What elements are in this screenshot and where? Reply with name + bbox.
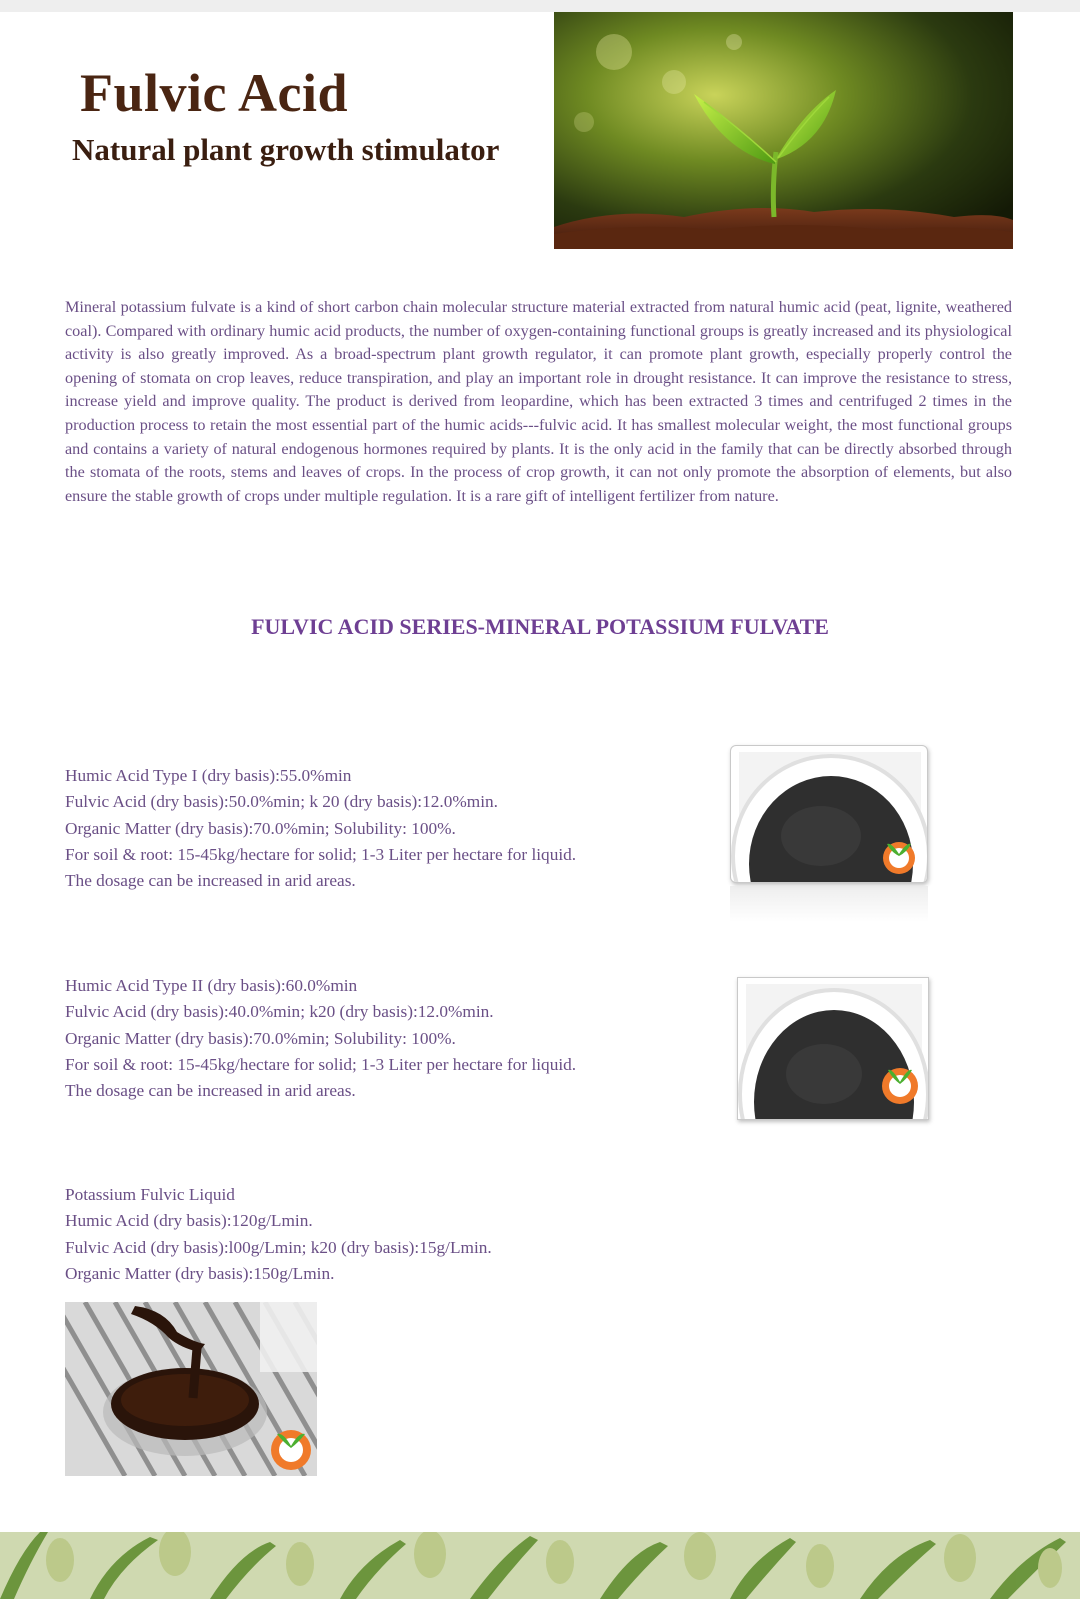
- powder-photo-type-1: [730, 745, 928, 883]
- spec-line: Organic Matter (dry basis):150g/Lmin.: [65, 1263, 335, 1283]
- page-title: Fulvic Acid: [80, 63, 349, 123]
- product-specs-type-2: [65, 973, 576, 1104]
- spec-line: The dosage can be increased in arid areas.: [65, 1081, 356, 1101]
- product-specs-liquid: [65, 1182, 492, 1287]
- spec-line: For soil & root: 15-45kg/hectare for solid; 1-3 Liter per hectare for liquid.: [65, 844, 577, 864]
- seedling-icon: [554, 12, 1013, 249]
- crop-field-banner: [0, 1532, 1080, 1599]
- spec-line: Organic Matter (dry basis):70.0%min; Solubility: 100%.: [65, 1028, 456, 1048]
- powder-bowl-icon: [731, 746, 928, 883]
- spec-line: Fulvic Acid (dry basis):50.0%min; k 20 (dry basis):12.0%min.: [65, 792, 498, 812]
- liquid-photo: [65, 1302, 317, 1476]
- product-specs-type-1: [65, 763, 576, 894]
- series-heading: FULVIC ACID SERIES-MINERAL POTASSIUM FULVATE: [251, 614, 829, 639]
- spec-line: For soil & root: 15-45kg/hectare for solid; 1-3 Liter per hectare for liquid.: [65, 1054, 577, 1074]
- spec-line: Organic Matter (dry basis):70.0%min; Solubility: 100%.: [65, 818, 456, 838]
- millet-crop-icon: [0, 1532, 1080, 1599]
- spec-line: Potassium Fulvic Liquid: [65, 1185, 235, 1204]
- spec-line: Fulvic Acid (dry basis):40.0%min; k20 (dry basis):12.0%min.: [65, 1002, 494, 1022]
- spec-line: Humic Acid (dry basis):120g/Lmin.: [65, 1211, 313, 1231]
- powder-photo-type-2: [737, 977, 929, 1120]
- intro-paragraph: Mineral potassium fulvate is a kind of short carbon chain molecular structure material extracted from natural humic acid (peat, lignite, weathered coal). Compared with ordinary humic acid products, the number of oxygen-containing functional groups is greatly increased and its physiological activity is also greatly improved. As a broad-spectrum plant growth regulator, it can promote plant growth, especially properly control the opening of stomata on crop leaves, reduce transpiration, and play an important role in drought resistance. It can improve the resistance to stress, increase yield and improve quality. The product is derived from leopardine, which has been extracted 3 times and centrifuged 2 times in the production process to retain the most essential part of the humic acids---fulvic acid. It has smallest molecular weight, the most functional groups and contains a variety of natural endogenous hormones required by plants. It is the only acid in the family that can be directly absorbed through the stomata of the roots, stems and leaves of crops. In the process of crop growth, it can not only promote the absorption of elements, but also ensure the stable growth of crops under multiple regulation. It is a rare gift of intelligent fertilizer from nature.: [65, 298, 1012, 505]
- spec-line: Humic Acid Type II (dry basis):60.0%min: [65, 976, 358, 995]
- top-bar: [0, 0, 1080, 12]
- powder-bowl-icon: [738, 978, 929, 1120]
- photo-reflection: [730, 886, 928, 922]
- spec-line: The dosage can be increased in arid areas.: [65, 871, 356, 891]
- spec-line: Humic Acid Type I (dry basis):55.0%min: [65, 766, 352, 785]
- spec-line: Fulvic Acid (dry basis):l00g/Lmin; k20 (dry basis):15g/Lmin.: [65, 1237, 492, 1257]
- page-subtitle: Natural plant growth stimulator: [72, 132, 500, 167]
- liquid-bowl-icon: [65, 1302, 317, 1476]
- seedling-photo: [554, 12, 1013, 249]
